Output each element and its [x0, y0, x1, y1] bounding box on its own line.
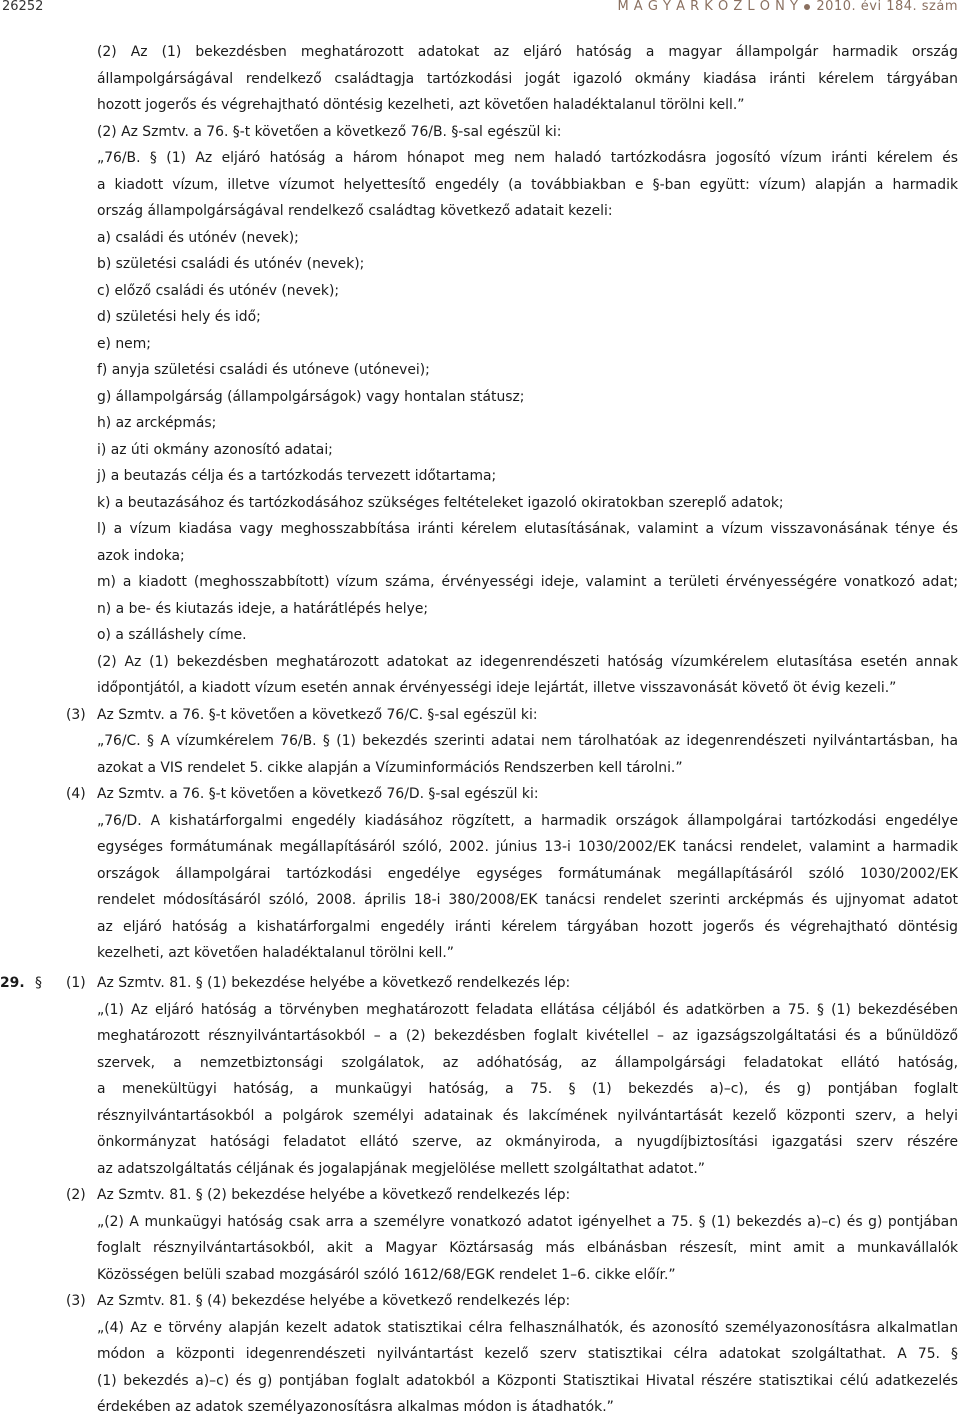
paragraph-label: (1)	[66, 975, 86, 991]
list-item: h) az arcképmás;	[97, 415, 217, 431]
list-item: e) nem;	[97, 335, 151, 352]
paragraph-2	[0, 1182, 960, 1209]
text-line: Közösségen belüli szabad mozgásáról szóló 1612/68/EGK rendelet 1–6. cikke előír.”	[97, 1266, 676, 1283]
text-line: „76/C. § A vízumkérelem 76/B. § (1) bekezdés szerinti adatai nem tárolhatóak az idegenrendészeti nyilvántartásban, ha	[97, 733, 958, 749]
text-line: „76/B. § (1) Az eljáró hatóság a három hónapot meg nem haladó tartózkodásra jogosító vízum iránti kérelem és	[97, 150, 958, 166]
text-line: állampolgárságával rendelkező családtagja tartózkodási jogát igazoló okmány kiadása iránti kérelem tárgyában	[97, 70, 958, 87]
text-line: (2) Az (1) bekezdésben meghatározott adatokat az idegenrendészeti hatóság vízumkérelem elutasítása esetén annak	[97, 653, 958, 670]
paragraph-label: (3)	[66, 1293, 86, 1309]
text-line: Az Szmtv. a 76. §-t követően a következő 76/C. §-sal egészül ki:	[97, 706, 538, 723]
text-line: Az Szmtv. 81. § (1) bekezdése helyébe a következő rendelkezés lép:	[97, 975, 571, 991]
list-item: d) születési hely és idő;	[97, 309, 261, 325]
text-line: ország állampolgárságával rendelkező családtag következő adatait kezeli:	[97, 203, 613, 219]
section-sign: §	[35, 975, 42, 991]
list-item: a) családi és utónév (nevek);	[97, 229, 299, 246]
page-header	[2, 0, 958, 17]
paragraph-3	[0, 1288, 960, 1315]
text-line: „(4) Az e törvény alapján kezelt adatok statisztikai célra felhasználhatók, és azonosító személyazonosításra alkalmatlan	[97, 1319, 958, 1336]
text-line: azokat a VIS rendelet 5. cikke alapján a Vízuminformációs Rendszerben kell tárolni.”	[97, 759, 683, 776]
text-line: Az Szmtv. 81. § (4) bekezdése helyébe a következő rendelkezés lép:	[97, 1293, 571, 1309]
paragraph-label: (3)	[66, 706, 86, 723]
list-item: m) a kiadott (meghosszabbított) vízum száma, érvényességi ideje, valamint a területi érvényességére vonatkozó adat;	[97, 574, 958, 590]
text-line: (2) Az Szmtv. a 76. §-t követően a következő 76/B. §-sal egészül ki:	[97, 123, 562, 140]
text-line: módon a központi idegenrendészeti nyilvántartást kezelő szerv statisztikai célra adatokat szolgáltathat. A 75. §	[97, 1346, 958, 1362]
list-item: b) születési családi és utónév (nevek);	[97, 256, 365, 272]
list-item: o) a szálláshely címe.	[97, 627, 247, 643]
running-head	[617, 0, 958, 17]
list-item: k) a beutazásához és tartózkodásához szükséges feltételeket igazoló okiratokban szereplő adatok;	[97, 494, 784, 511]
paragraph-3	[0, 702, 960, 729]
paragraph-4	[0, 781, 960, 808]
list-item: i) az úti okmány azonosító adatai;	[97, 441, 333, 458]
text-line: azok indoka;	[97, 547, 185, 564]
text-line: „76/D. A kishatárforgalmi engedély kiadásához rögzített, a harmadik országok állampolgárai tartózkodási engedélye	[97, 812, 958, 829]
paragraph-label: (4)	[66, 786, 86, 802]
text-line: meghatározott résznyilvántartásokból – a (2) bekezdésben foglalt kivétellel – az igazságszolgáltatási és a bűnüldöző	[97, 1028, 958, 1044]
text-line: a kiadott vízum, illetve vízumot helyettesítő engedély (a továbbiakban e §-ban együtt: vízum) alapján a harmadik	[97, 176, 958, 193]
list-item: j) a beutazás célja és a tartózkodás tervezett időtartama;	[97, 468, 497, 484]
text-line: rendelet módosításáról szóló, 2008. április 18-i 380/2008/EK tanácsi rendelet szerinti arcképmás és ujjnyomat adatot	[97, 892, 958, 908]
list-item: c) előző családi és utónév (nevek);	[97, 282, 340, 299]
text-line: foglalt résznyilvántartásokból, akit a Magyar Köztársaság más elbánásban részesít, mint amit a munkavállalók	[97, 1240, 958, 1256]
section-29	[0, 970, 960, 1421]
text-line: érdekében az adatok személyazonosításra alkalmas módon is átadhatók.”	[97, 1399, 614, 1415]
list-item: n) a be- és kiutazás ideje, a határátlépés helye;	[97, 600, 429, 617]
text-line: Az Szmtv. 81. § (2) bekezdése helyébe a következő rendelkezés lép:	[97, 1187, 571, 1203]
bullet-icon	[804, 4, 810, 10]
text-line: Az Szmtv. a 76. §-t követően a következő 76/D. §-sal egészül ki:	[97, 786, 539, 802]
issue-number: 2010. évi 184. szám	[816, 0, 958, 14]
text-line: (2) Az (1) bekezdésben meghatározott adatokat az eljáró hatóság a magyar állampolgár harmadik ország	[97, 44, 958, 60]
text-line: országok állampolgárai tartózkodási engedélye egységes formátumának megállapításáról szóló 1030/2002/EK	[97, 865, 958, 882]
text-line: egységes formátumának megállapításáról szóló, 2002. június 13-i 1030/2002/EK tanácsi rendelet, valamint a harmadik	[97, 839, 958, 855]
text-line: az adatszolgáltatás céljának és jogalapjának megjelölése mellett szolgáltathat adatot.”	[97, 1160, 705, 1177]
text-line: önkormányzat hatósági feladatot ellátó szerve, az okmányiroda, a nyugdíjbiztosítási igazgatási szerv részére	[97, 1134, 958, 1150]
text-line: „(2) A munkaügyi hatóság csak arra a személyre vonatkozó adatot igényelhet a 75. § (1) bekezdés a)–c) és g) pontjában	[97, 1213, 958, 1230]
paragraph-label: (2)	[66, 1187, 86, 1203]
list-item: l) a vízum kiadása vagy meghosszabbítása iránti kérelem elutasításának, valamint a vízum visszavonásának ténye és	[97, 521, 958, 537]
text-line: „(1) Az eljáró hatóság a törvényben meghatározott feladata ellátása céljából és adatkörben a 75. § (1) bekezdésében	[97, 1001, 958, 1018]
text-line: a menekültügyi hatóság, a munkaügyi hatóság, a 75. § (1) bekezdés a)–c), és g) pontjában foglalt	[97, 1081, 958, 1097]
text-line: hozott jogerős és végrehajtható döntésig kezelheti, azt követően haladéktalanul törölni kell.”	[97, 97, 745, 113]
section-number: 29.	[0, 975, 25, 991]
body-text	[0, 39, 960, 967]
list-item: f) anyja születési családi és utóneve (utónevei);	[97, 362, 430, 378]
text-line: résznyilvántartásokból a polgárok személyi adatainak és lakcímének nyilvántartását kezelő központi szerv, a helyi	[97, 1107, 958, 1124]
list-item: g) állampolgárság (állampolgárságok) vagy hontalan státusz;	[97, 388, 525, 405]
journal-title: M A G Y A R K Ö Z L Ö N Y	[617, 0, 799, 14]
page-number: 26252	[2, 0, 44, 14]
section-heading-row	[0, 970, 960, 997]
text-line: (1) bekezdés a)–c) és g) pontjában foglalt adatokból a Központi Statisztikai Hivatal részére statisztikai célú adatkezelés	[97, 1372, 958, 1389]
text-line: időpontjától, a kiadott vízum esetén annak érvényességi ideje lejártát, illetve visszavonását követő öt évig kezeli.”	[97, 680, 897, 696]
text-line: kezelheti, azt követően haladéktalanul törölni kell.”	[97, 945, 454, 961]
text-line: szervek, a nemzetbiztonsági szolgálatok, az adóhatóság, az állampolgársági feladatokat ellátó hatóság,	[97, 1054, 958, 1071]
text-line: az eljáró hatóság a kishatárforgalmi engedély iránti kérelem tárgyában hozott jogerős és végrehajtható döntésig	[97, 918, 958, 935]
